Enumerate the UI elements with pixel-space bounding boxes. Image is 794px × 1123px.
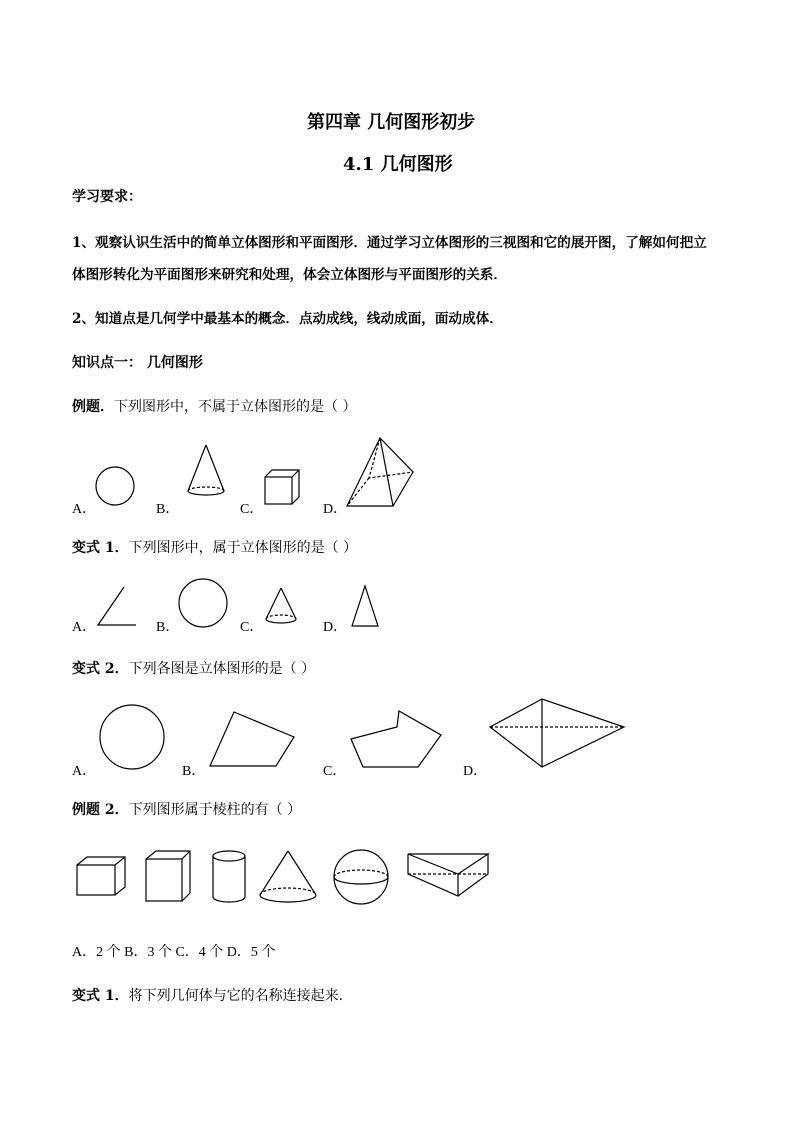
circle-icon (99, 704, 167, 772)
variant-1b-tag: 变式 1． (72, 988, 129, 1004)
example-2-question (72, 799, 301, 819)
knowledge-point-heading: 知识点一： 几何图形 (72, 355, 203, 371)
variant-1b-question (72, 985, 353, 1005)
variant-2-option-a: A． (72, 764, 97, 779)
variant-2-text: 下列各图是立体图形的是（ ） (128, 661, 316, 677)
example-1-option-a: A． (72, 502, 97, 517)
circle-icon (95, 466, 137, 508)
variant-1-text: 下列图形中，属于立体图形的是（ ） (128, 540, 358, 556)
example-1-option-c: C． (240, 502, 264, 517)
variant-1-question (72, 537, 357, 557)
variant-2-option-d: D． (463, 764, 488, 779)
cube-icon (144, 849, 194, 905)
variant-1-tag: 变式 1． (72, 540, 129, 556)
cone-icon (186, 443, 232, 503)
rhombus-icon (488, 697, 628, 771)
concave-polygon-icon (349, 709, 445, 771)
requirement-1-line-2: 体图形转化为平面图形来研究和处理，体会立体图形与平面图形的关系． (72, 267, 507, 283)
section-title: 4.1 几何图形 (343, 154, 453, 175)
example-2-text: 下列图形属于棱柱的有（ ） (128, 802, 302, 818)
triangle-icon (350, 584, 384, 630)
requirement-1-line-1: 1、观察认识生活中的简单立体图形和平面图形．通过学习立体图形的三视图和它的展开图，了解如何把立 (72, 235, 707, 251)
circle-icon (178, 578, 230, 630)
example-1-text: 下列图形中，不属于立体图形的是（ ） (114, 399, 357, 415)
example-1-option-d: D． (323, 502, 348, 517)
requirements-heading: 学习要求： (72, 189, 142, 205)
angle-icon (96, 585, 140, 629)
triangular-prism-icon (406, 852, 492, 900)
cube-icon (263, 468, 303, 508)
variant-2-option-c: C． (323, 764, 347, 779)
variant-1-option-b: B． (156, 620, 180, 635)
example-2-tag: 例题 2． (72, 802, 129, 818)
cone-icon (258, 849, 322, 907)
cylinder-icon (211, 849, 251, 907)
variant-2-tag: 变式 2． (72, 661, 129, 677)
chapter-title: 第四章 几何图形初步 (307, 112, 476, 133)
variant-2-question (72, 658, 315, 678)
example-1-tag: 例题． (72, 399, 114, 415)
variant-1-option-c: C． (240, 620, 264, 635)
quadrilateral-icon (208, 710, 298, 772)
variant-1-option-a: A． (72, 620, 97, 635)
example-1-question (72, 396, 356, 416)
pyramid-icon (343, 436, 415, 514)
requirement-2: 2、知道点是几何学中最基本的概念．点动成线，线动成面，面动成体． (72, 311, 503, 327)
cone-icon (264, 586, 300, 630)
example-1-option-b: B． (156, 502, 180, 517)
variant-2-option-b: B． (182, 764, 206, 779)
variant-1b-text: 将下列几何体与它的名称连接起来． (128, 988, 353, 1004)
cuboid-icon (75, 855, 129, 899)
example-2-answers: A．2 个 B．3 个 C．4 个 D．5 个 (72, 945, 276, 960)
sphere-icon (333, 849, 391, 907)
variant-1-option-d: D． (323, 620, 348, 635)
